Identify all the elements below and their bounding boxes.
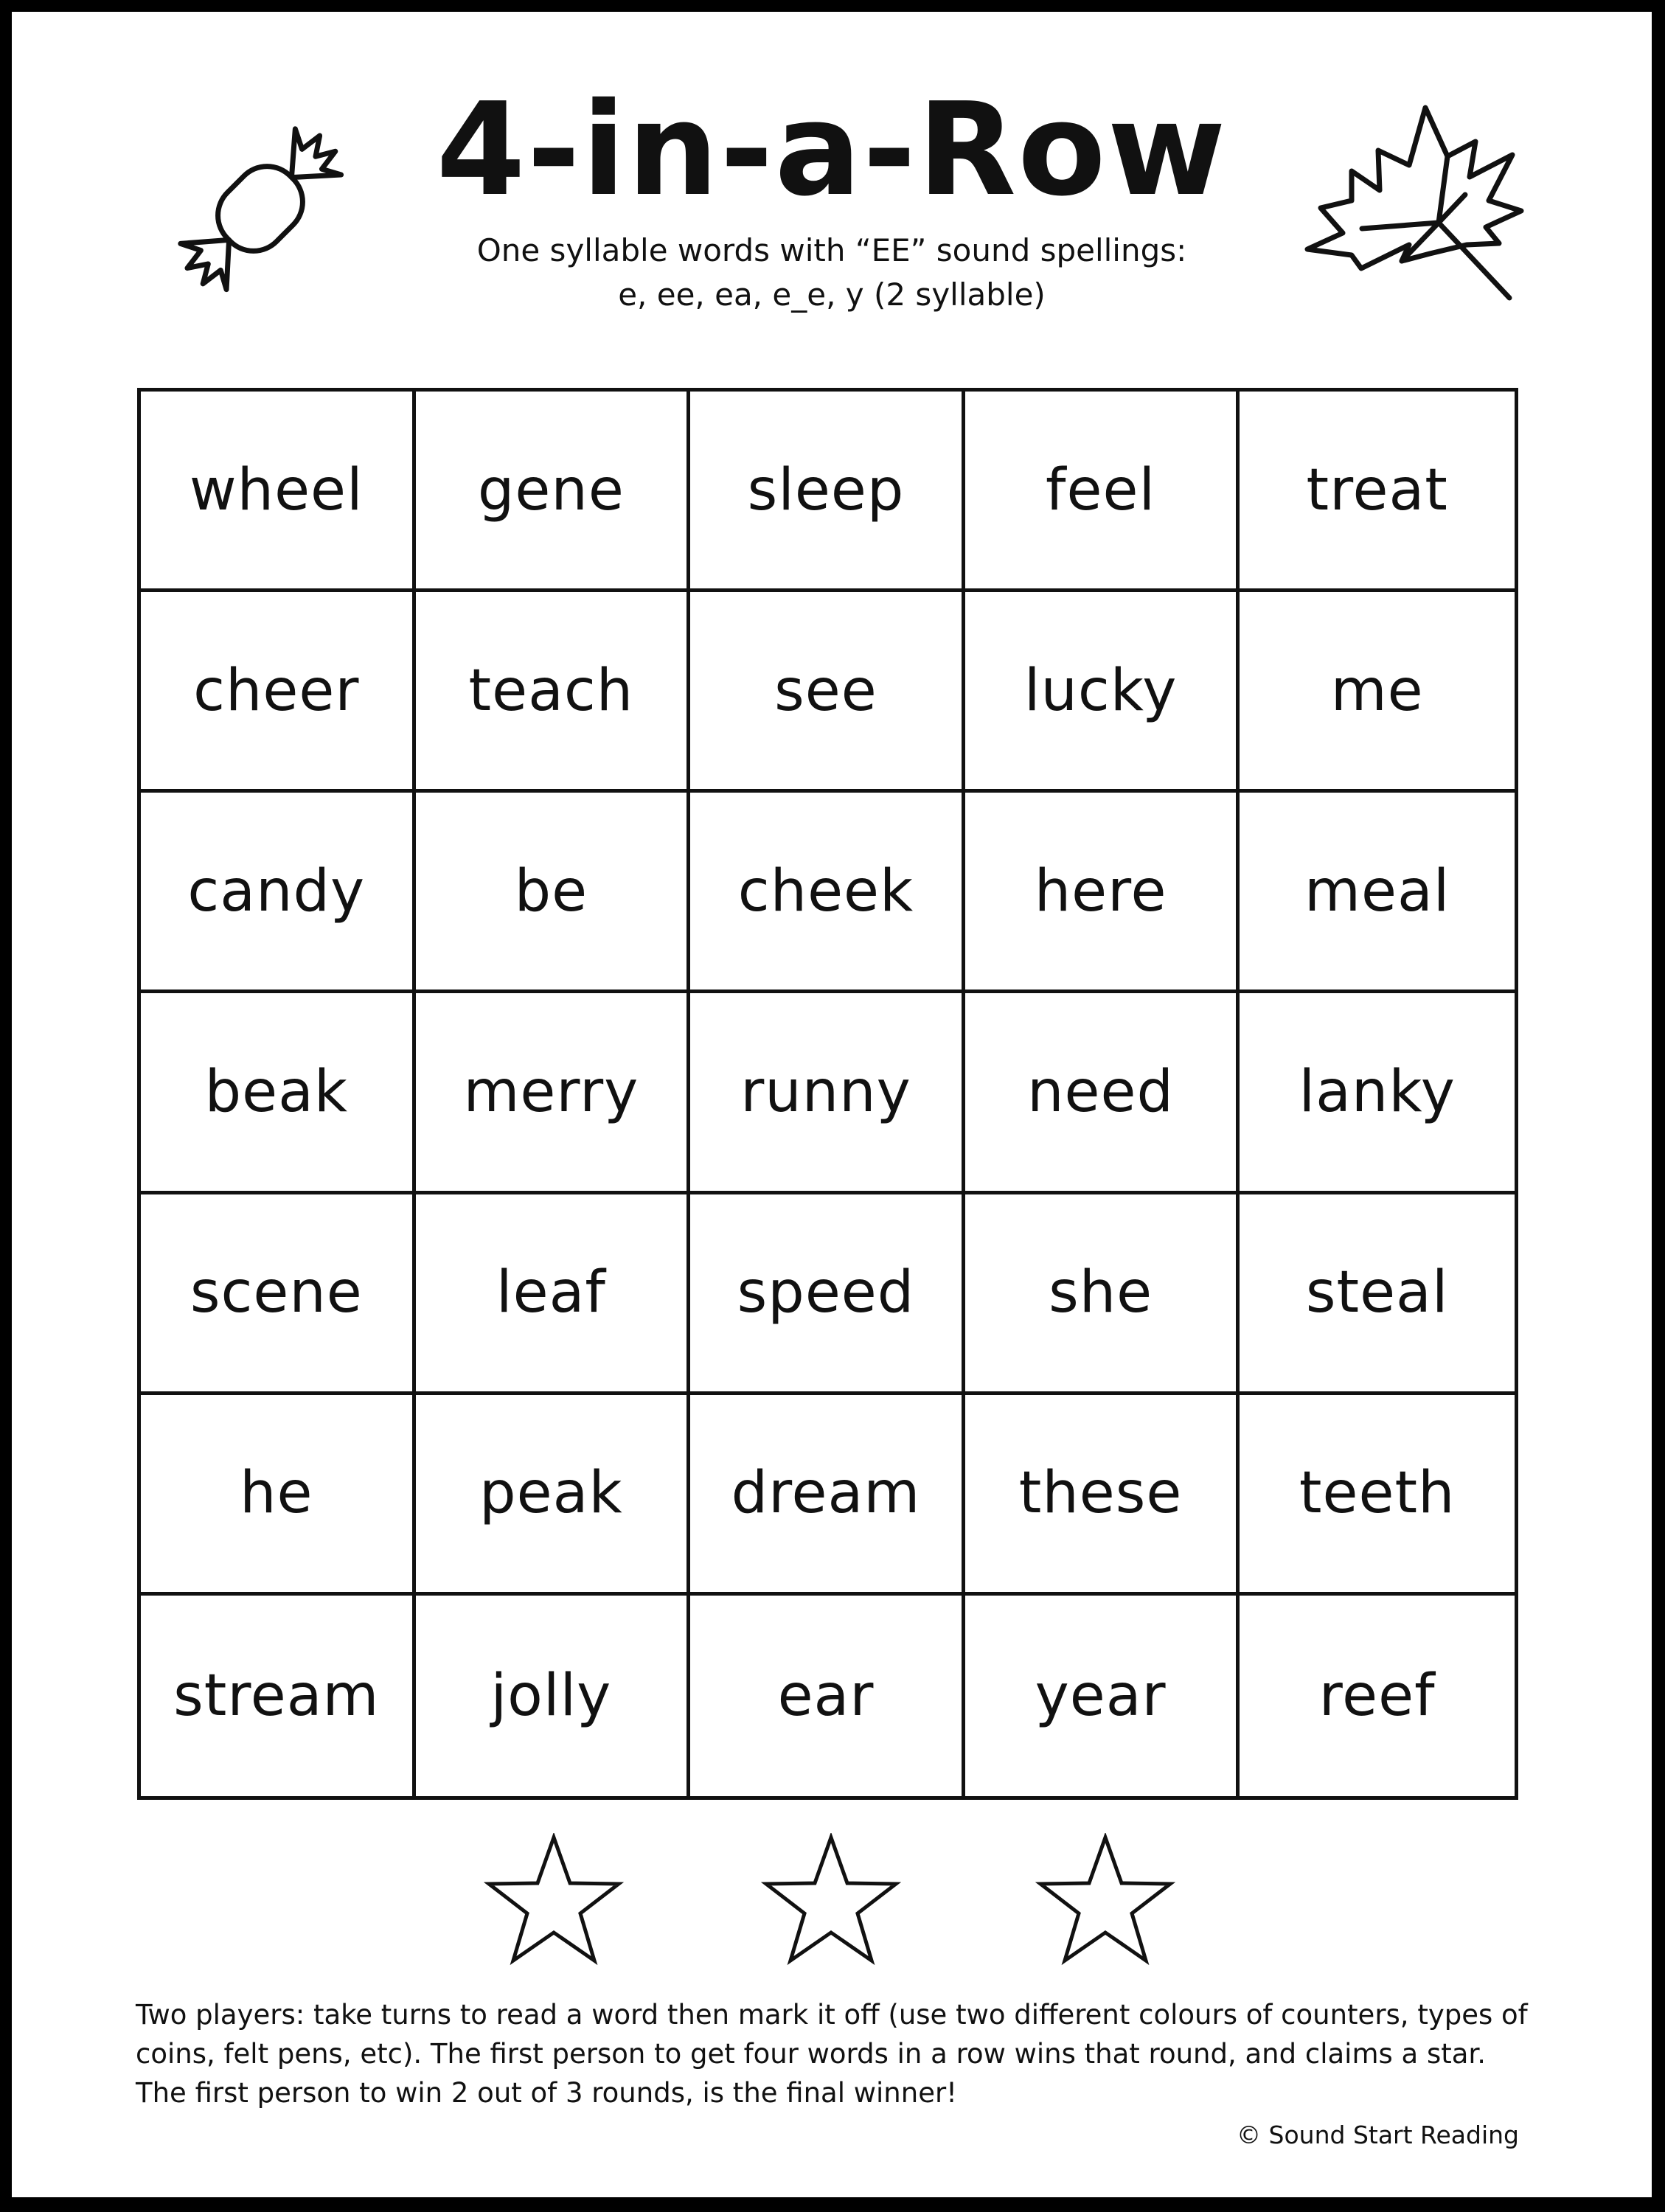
- word-cell[interactable]: scene: [141, 1194, 416, 1395]
- word-cell[interactable]: stream: [141, 1596, 416, 1796]
- word-cell[interactable]: runny: [690, 993, 965, 1194]
- word-cell[interactable]: these: [965, 1395, 1240, 1596]
- word-cell[interactable]: year: [965, 1596, 1240, 1796]
- subtitle-line-1: One syllable words with “EE” sound spellings:: [476, 232, 1187, 268]
- word-cell[interactable]: merry: [416, 993, 691, 1194]
- word-cell[interactable]: he: [141, 1395, 416, 1596]
- word-cell[interactable]: she: [965, 1194, 1240, 1395]
- word-cell[interactable]: cheek: [690, 793, 965, 993]
- instructions-text: Two players: take turns to read a word then mark it off (use two different colours of counters, types of coins, felt pens, etc). The first person to get four words in a row wins that round, and claims a star. The first person to win 2 out of 3 rounds, is the final winner!: [136, 1999, 1528, 2109]
- word-cell[interactable]: need: [965, 993, 1240, 1194]
- word-cell[interactable]: lanky: [1240, 993, 1515, 1194]
- subtitle: [12, 229, 1652, 317]
- word-cell[interactable]: beak: [141, 993, 416, 1194]
- word-cell[interactable]: treat: [1240, 392, 1515, 592]
- page-title: 4-in-a-Row: [436, 75, 1228, 225]
- word-cell[interactable]: leaf: [416, 1194, 691, 1395]
- word-cell[interactable]: peak: [416, 1395, 691, 1596]
- word-cell[interactable]: jolly: [416, 1596, 691, 1796]
- subtitle-line-2: e, ee, ea, e_e, y (2 syllable): [618, 276, 1046, 313]
- worksheet-page: [12, 12, 1652, 2197]
- word-cell[interactable]: wheel: [141, 392, 416, 592]
- word-cell[interactable]: sleep: [690, 392, 965, 592]
- word-cell[interactable]: feel: [965, 392, 1240, 592]
- word-cell[interactable]: speed: [690, 1194, 965, 1395]
- word-cell[interactable]: candy: [141, 793, 416, 993]
- star-icon[interactable]: [761, 1833, 901, 1969]
- star-icon[interactable]: [1035, 1833, 1175, 1969]
- word-cell[interactable]: me: [1240, 592, 1515, 793]
- round-stars: [12, 1833, 1652, 1973]
- copyright-notice: © Sound Start Reading: [1237, 2121, 1519, 2149]
- word-cell[interactable]: lucky: [965, 592, 1240, 793]
- word-cell[interactable]: dream: [690, 1395, 965, 1596]
- word-cell[interactable]: teach: [416, 592, 691, 793]
- word-cell[interactable]: steal: [1240, 1194, 1515, 1395]
- word-grid: [137, 388, 1518, 1800]
- word-cell[interactable]: meal: [1240, 793, 1515, 993]
- star-icon[interactable]: [484, 1833, 624, 1969]
- word-cell[interactable]: reef: [1318, 1662, 1436, 1729]
- word-cell[interactable]: ear: [690, 1596, 965, 1796]
- word-cell[interactable]: be: [416, 793, 691, 993]
- word-cell[interactable]: see: [690, 592, 965, 793]
- word-cell[interactable]: cheer: [141, 592, 416, 793]
- word-cell[interactable]: gene: [416, 392, 691, 592]
- word-cell[interactable]: teeth: [1240, 1395, 1515, 1596]
- word-cell[interactable]: here: [965, 793, 1240, 993]
